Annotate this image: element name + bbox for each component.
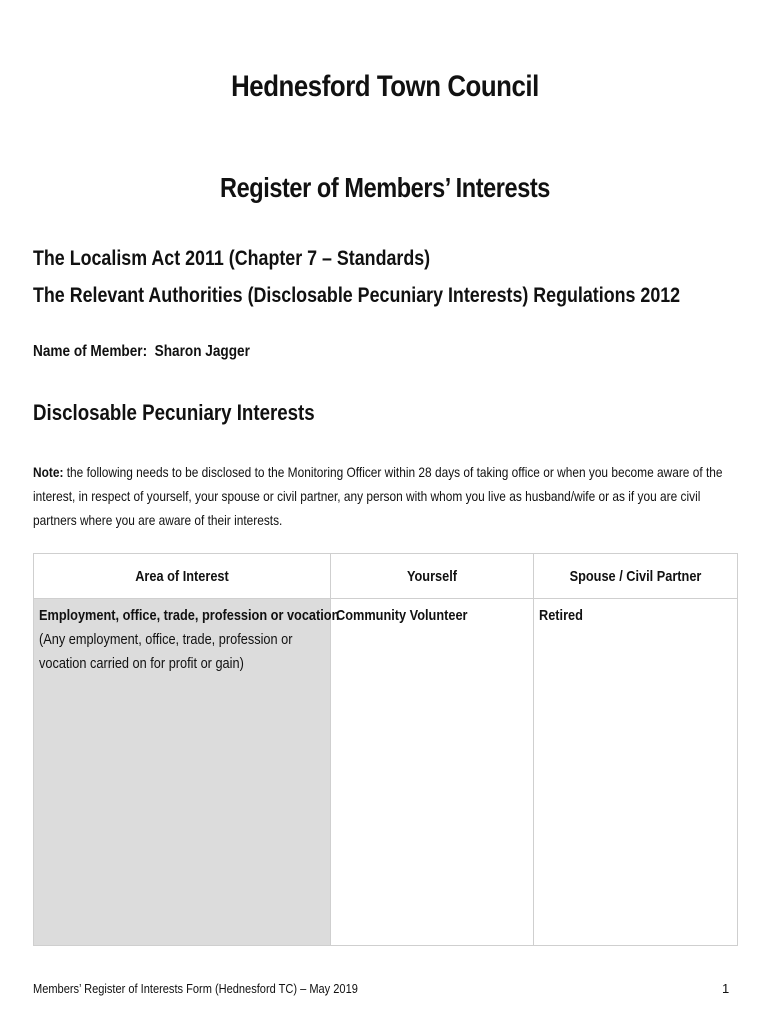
column-header-area: Area of Interest <box>34 554 331 599</box>
spouse-cell <box>534 599 738 946</box>
table-header-row <box>34 554 738 599</box>
legislation-line-2: The Relevant Authorities (Disclosable Pecuniary Interests) Regulations 2012 <box>33 284 681 307</box>
column-header-yourself: Yourself <box>331 554 534 599</box>
member-name-label: Name of Member: <box>33 343 148 360</box>
council-title: Hednesford Town Council <box>231 70 539 103</box>
yourself-cell <box>331 599 534 946</box>
spouse-value: Retired <box>539 607 583 624</box>
legislation-line-1: The Localism Act 2011 (Chapter 7 – Standards) <box>33 247 431 270</box>
table-row <box>34 599 738 946</box>
area-description: (Any employment, office, trade, profession or vocation carried on for profit or gain) <box>39 631 293 672</box>
page-number: 1 <box>722 981 730 996</box>
disclosure-note <box>33 460 730 532</box>
member-name-line <box>33 343 250 361</box>
register-title: Register of Members’ Interests <box>220 172 550 203</box>
yourself-value: Community Volunteer <box>336 607 468 624</box>
area-of-interest-cell <box>34 599 340 946</box>
note-text: the following needs to be disclosed to the Monitoring Officer within 28 days of taking office or when you become aware of the interest, in respect of yourself, your spouse or civil partner, any person with whom you live as husband/wife or as if you are civil partners where you are aware of their interests. <box>33 464 723 528</box>
interests-table <box>33 553 738 946</box>
area-title: Employment, office, trade, profession or vocation <box>39 607 340 624</box>
footer-text: Members’ Register of Interests Form (Hednesford TC) – May 2019 <box>33 981 358 996</box>
note-label: Note: <box>33 464 64 480</box>
section-heading: Disclosable Pecuniary Interests <box>33 400 315 425</box>
column-header-spouse: Spouse / Civil Partner <box>534 554 738 599</box>
member-name-value: Sharon Jagger <box>154 343 250 360</box>
